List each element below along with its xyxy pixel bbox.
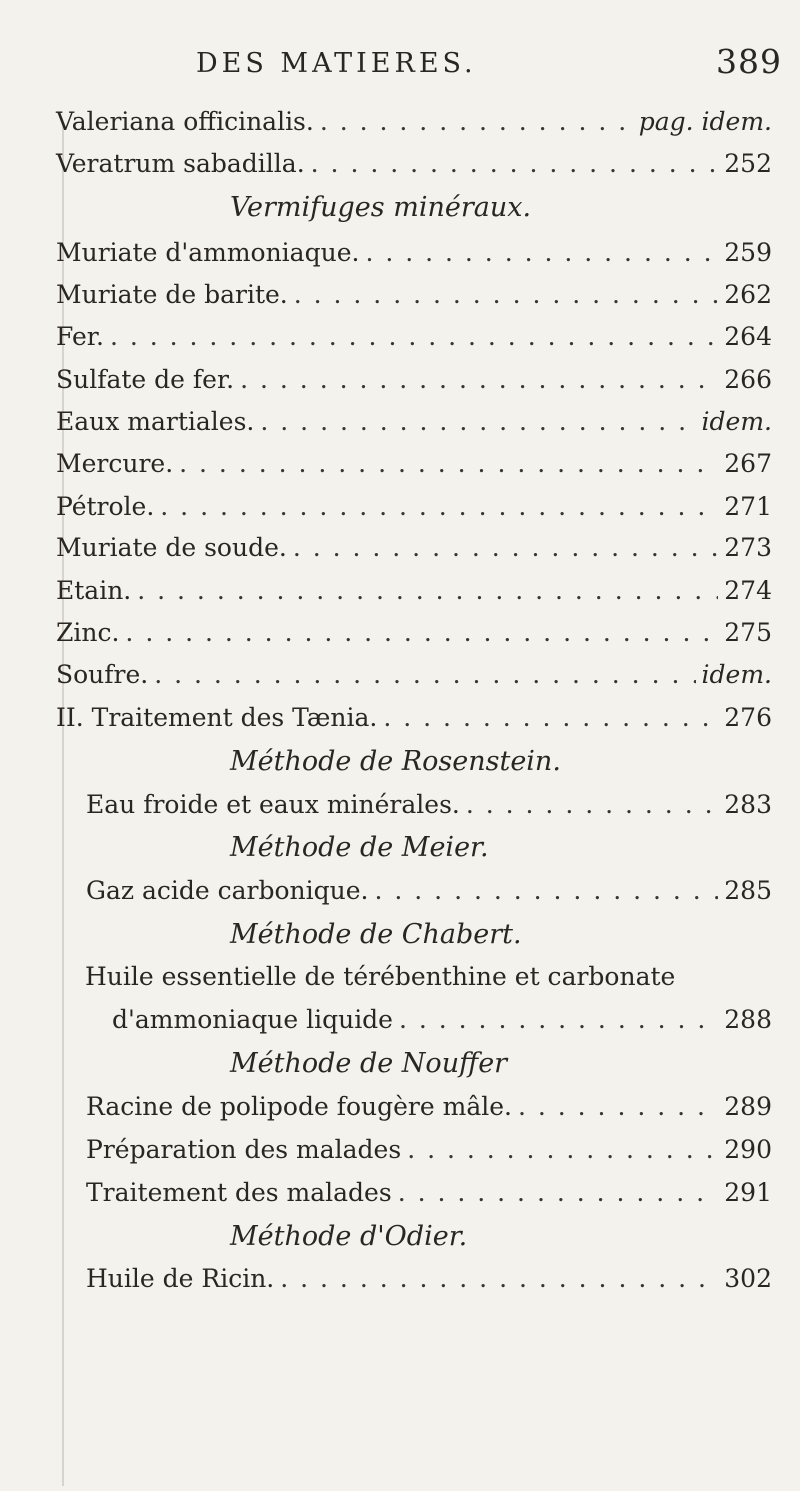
entry-label: Huile de Ricin. (86, 1264, 275, 1293)
entry-page-ref: idem. (701, 407, 772, 436)
toc-entry (56, 487, 772, 527)
entry-label: Muriate de soude. (56, 533, 287, 562)
running-head: DES MATIERES. (196, 48, 477, 79)
toc-entry (56, 528, 772, 568)
toc-entry (86, 1130, 772, 1170)
toc-entry (56, 317, 772, 357)
toc-entry (86, 785, 772, 825)
dot-leader (398, 1173, 719, 1213)
dot-leader (260, 402, 695, 442)
entry-label: Sulfate de fer. (56, 365, 235, 394)
entry-page-ref: 264 (724, 322, 772, 351)
dot-leader (399, 1000, 718, 1040)
entry-label: II. Traitement des Tænia. (56, 703, 378, 732)
dot-leader (240, 360, 718, 400)
page-number: 389 (716, 42, 782, 81)
entry-label: Muriate d'ammoniaque. (56, 238, 360, 267)
toc-entry (56, 144, 772, 184)
dot-leader (518, 1087, 718, 1127)
dot-leader (375, 871, 719, 911)
section-heading: Méthode d'Odier. (230, 1221, 468, 1252)
dot-leader (383, 698, 718, 738)
dot-leader (125, 613, 718, 653)
entry-page-ref: 271 (724, 492, 772, 521)
toc-entry (56, 655, 772, 695)
entry-page-ref: idem. (701, 660, 772, 689)
entry-label: Valeriana officinalis. (56, 107, 314, 136)
entry-label: Fer. (56, 322, 104, 351)
section-heading: Méthode de Chabert. (230, 919, 522, 950)
entry-label: Soufre. (56, 660, 149, 689)
entry-label: Mercure. (56, 449, 174, 478)
dot-leader (160, 487, 718, 527)
entry-label: Gaz acide carbonique. (86, 876, 369, 905)
toc-entry (86, 871, 772, 911)
dot-leader (110, 317, 718, 357)
dot-leader (407, 1130, 718, 1170)
dot-leader (311, 144, 719, 184)
entry-page-ref: 288 (724, 1005, 772, 1034)
entry-label: Racine de polipode fougère mâle. (86, 1092, 512, 1121)
entry-page-ref: 276 (724, 703, 772, 732)
entry-page-ref: 274 (724, 576, 772, 605)
entry-label: Préparation des malades (86, 1135, 402, 1164)
entry-label: Muriate de barite. (56, 280, 288, 309)
entry-page-ref: 302 (724, 1264, 772, 1293)
entry-page-ref: 291 (724, 1178, 772, 1207)
dot-leader (179, 444, 718, 484)
dot-leader (365, 233, 718, 273)
entry-page-ref: 283 (724, 790, 772, 819)
entry-label: Eau froide et eaux minérales. (86, 790, 460, 819)
entry-page-ref: 259 (724, 238, 772, 267)
entry-page-ref: 267 (724, 449, 772, 478)
dot-leader (294, 275, 719, 315)
entry-label: Pétrole. (56, 492, 155, 521)
toc-entry (56, 102, 772, 142)
toc-entry (56, 444, 772, 484)
dot-leader (137, 571, 718, 611)
toc-entry (86, 1087, 772, 1127)
entry-page-ref: 275 (724, 618, 772, 647)
entry-label: Zinc. (56, 618, 120, 647)
dot-leader (466, 785, 718, 825)
entry-page-ref: 285 (724, 876, 772, 905)
section-heading: Méthode de Rosenstein. (230, 746, 561, 777)
toc-entry (56, 613, 772, 653)
toc-entry (56, 275, 772, 315)
toc-entry (56, 402, 772, 442)
toc-entry (86, 1173, 772, 1213)
toc-entry (56, 698, 772, 738)
entry-page-ref: 273 (724, 533, 772, 562)
toc-entry (56, 360, 772, 400)
entry-label: Traitement des malades (86, 1178, 392, 1207)
entry-label: d'ammoniaque liquide (112, 1005, 393, 1034)
entry-page-ref: 252 (724, 149, 772, 178)
entry-page-ref: 266 (724, 365, 772, 394)
entry-page-ref: 290 (724, 1135, 772, 1164)
dot-leader (280, 1259, 718, 1299)
entry-label: Veratrum sabadilla. (56, 149, 305, 178)
section-heading: Vermifuges minéraux. (230, 192, 532, 223)
toc-entry (56, 233, 772, 273)
dot-leader (293, 528, 718, 568)
dot-leader (320, 102, 633, 142)
section-heading: Méthode de Meier. (230, 832, 489, 863)
entry-page-ref: 289 (724, 1092, 772, 1121)
toc-entry (86, 1259, 772, 1299)
section-heading: Méthode de Nouffer (230, 1048, 508, 1079)
entry-label: Etain. (56, 576, 132, 605)
entry-text: Huile essentielle de térébenthine et carbonate (85, 962, 676, 991)
toc-entry (56, 571, 772, 611)
toc-entry (112, 1000, 772, 1040)
entry-page-ref: pag. idem. (638, 107, 772, 136)
dot-leader (154, 655, 695, 695)
entry-page-ref: 262 (724, 280, 772, 309)
entry-label: Eaux martiales. (56, 407, 255, 436)
